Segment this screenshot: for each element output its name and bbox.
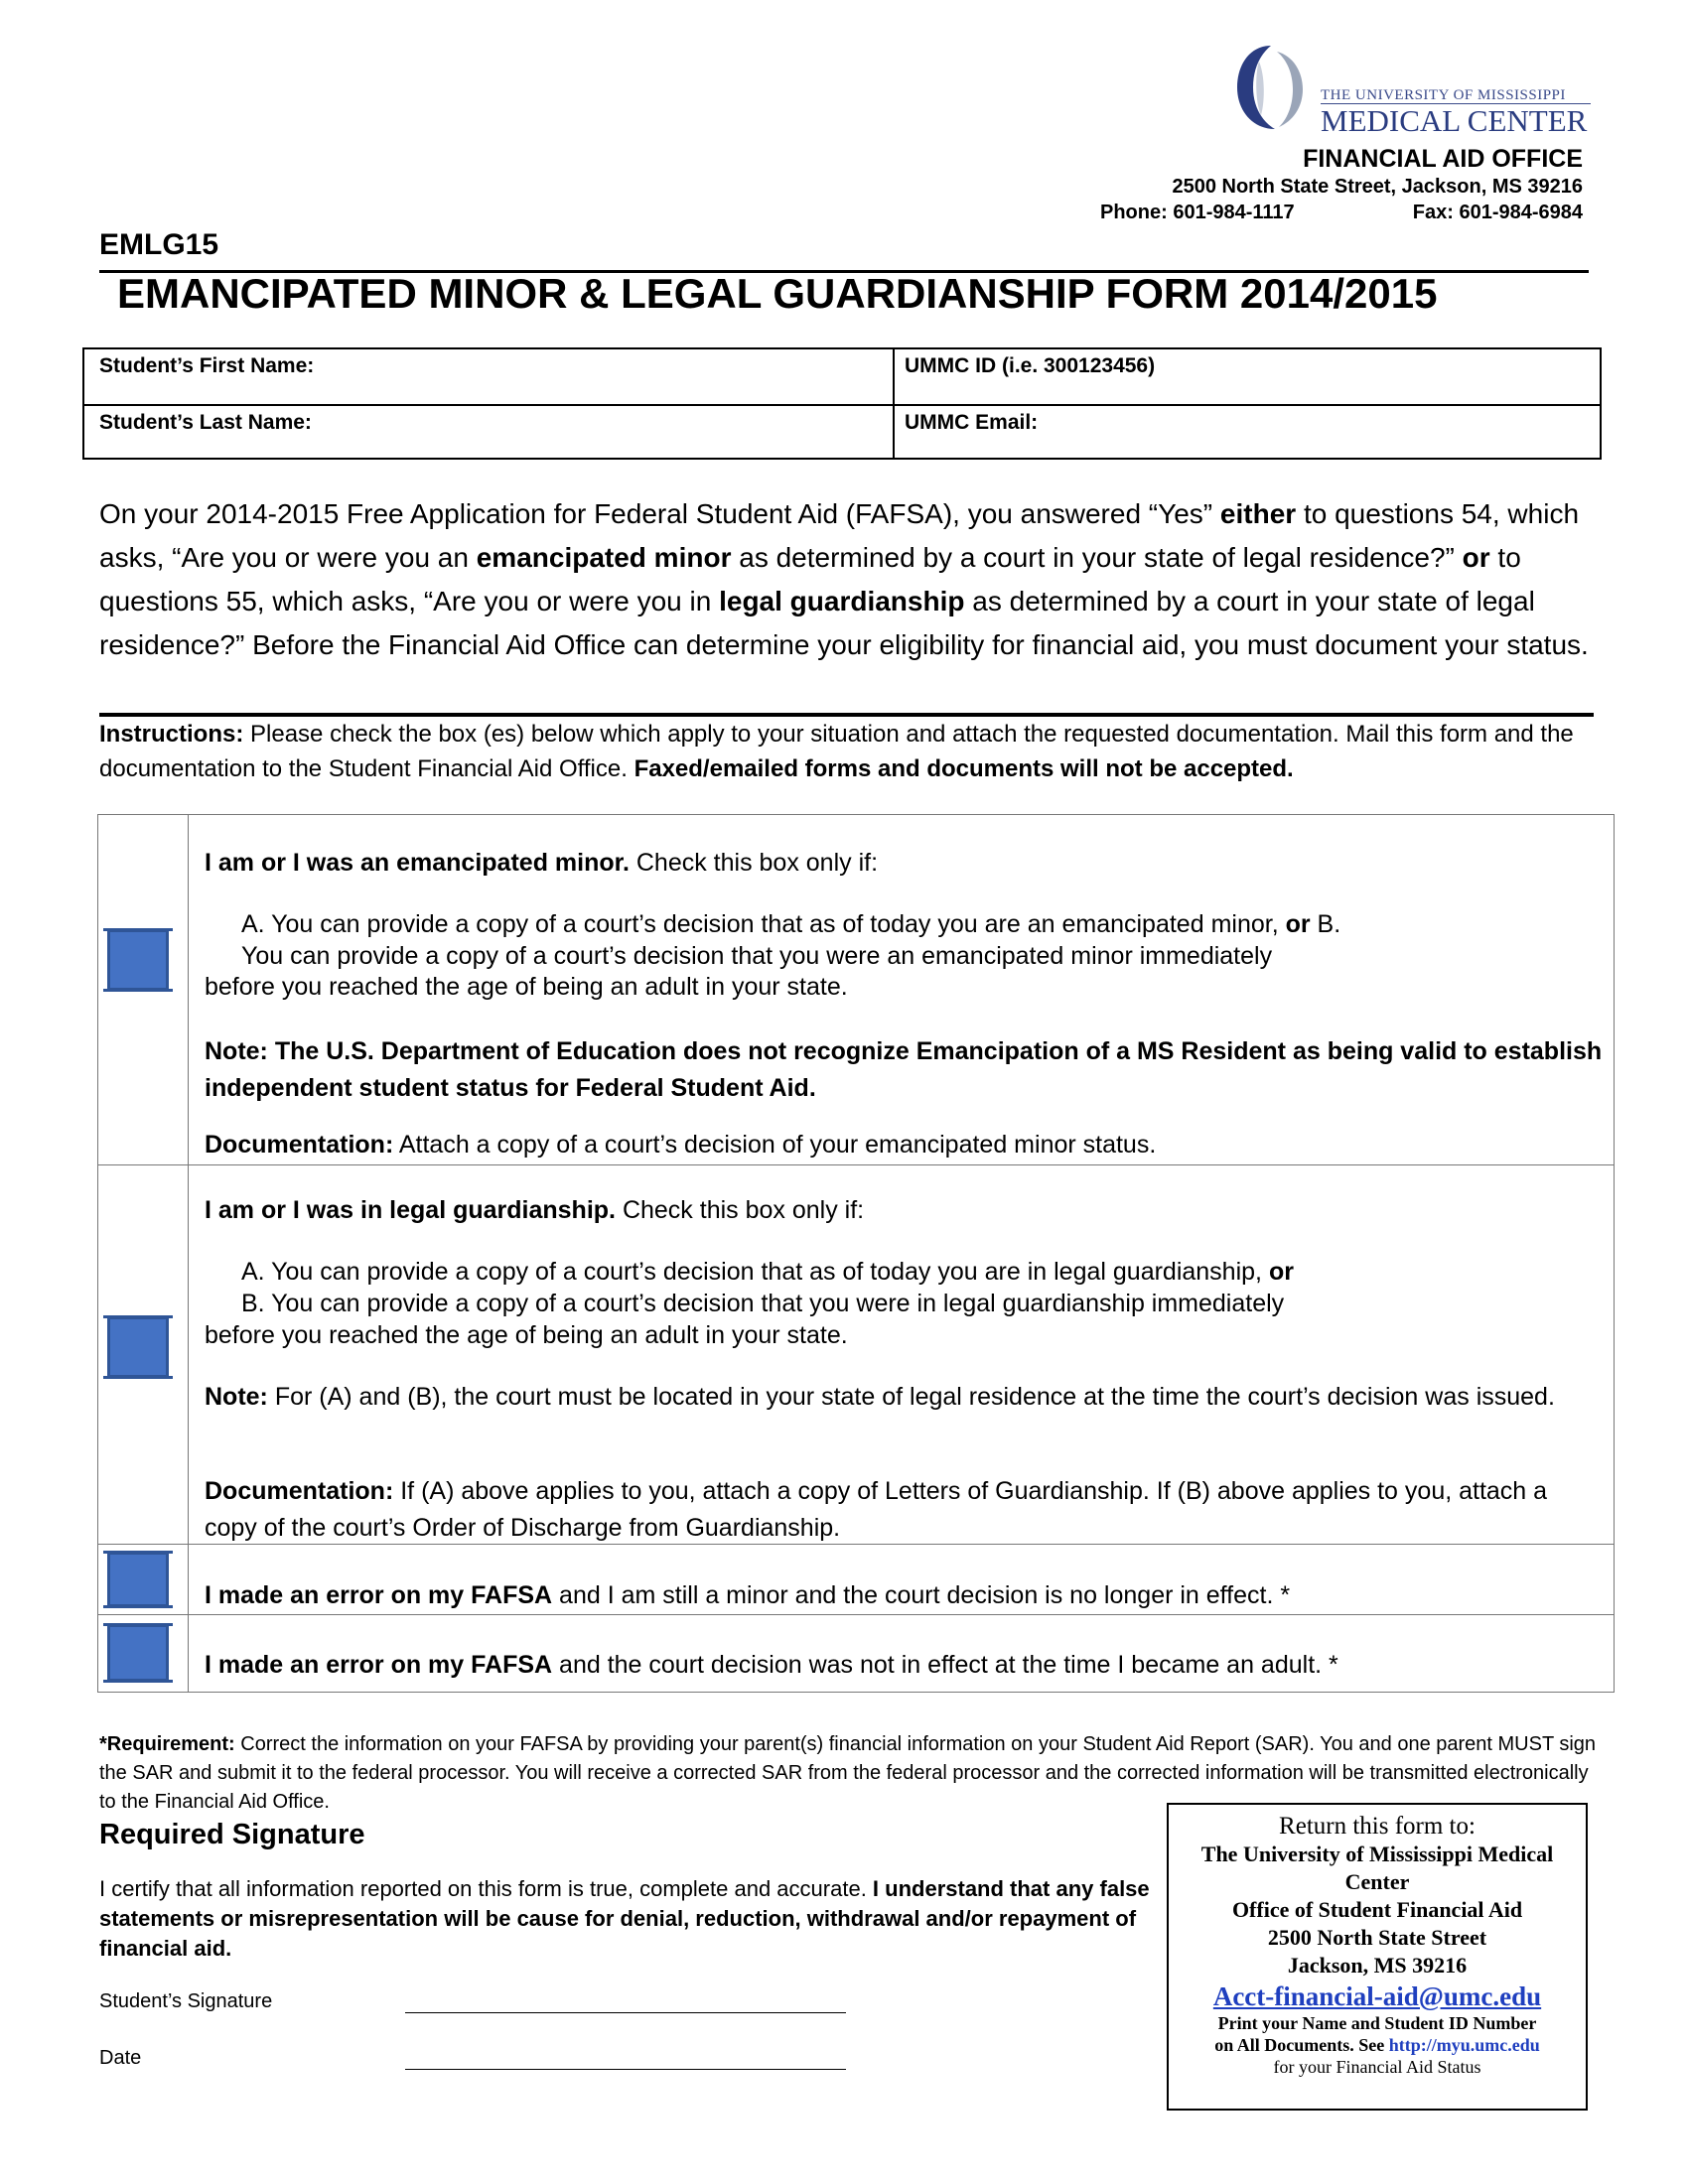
ummc-id-field[interactable]: UMMC ID (i.e. 300123456) bbox=[905, 354, 1156, 377]
fafsa-error-minor-checkbox[interactable] bbox=[107, 1552, 169, 1607]
return-office: Office of Student Financial Aid bbox=[1231, 1897, 1523, 1922]
ummc-email-field[interactable]: UMMC Email: bbox=[905, 411, 1039, 434]
office-name: FINANCIAL AID OFFICE bbox=[1303, 145, 1583, 173]
checkbox-column-divider bbox=[188, 815, 189, 1692]
options-table bbox=[97, 814, 1615, 1693]
guardianship-option-b: B. You can provide a copy of a court’s decision that you were in legal guardianship immediately bbox=[241, 1290, 1285, 1317]
guardianship-note: Note: For (A) and (B), the court must be located in your state of legal residence at the time the court’s decision was issued. bbox=[205, 1383, 1555, 1411]
office-fax: Fax: 601-984-6984 bbox=[1412, 202, 1583, 223]
date-line[interactable] bbox=[405, 2069, 846, 2070]
return-street: 2500 North State Street bbox=[1267, 1925, 1487, 1950]
return-heading: Return this form to: bbox=[1279, 1813, 1476, 1840]
student-info-table bbox=[82, 347, 1602, 460]
ummc-logo bbox=[1231, 42, 1599, 138]
row-divider bbox=[98, 1164, 1614, 1165]
office-address: 2500 North State Street, Jackson, MS 39216 bbox=[1172, 176, 1583, 198]
emancipated-documentation: Documentation: Attach a copy of a court’s decision of your emancipated minor status. bbox=[205, 1131, 1157, 1159]
emancipated-option-b: You can provide a copy of a court’s decision that you were an emancipated minor immediately bbox=[241, 942, 1273, 970]
row-divider bbox=[98, 1614, 1614, 1615]
guardianship-option-b-cont: before you reached the age of being an adult in your state. bbox=[205, 1321, 848, 1349]
guardianship-heading: I am or I was in legal guardianship. Check this box only if: bbox=[205, 1196, 865, 1224]
office-phone: Phone: 601-984-1117 bbox=[1100, 202, 1295, 223]
form-code: EMLG15 bbox=[99, 228, 219, 261]
fafsa-error-adult-checkbox[interactable] bbox=[107, 1624, 169, 1682]
return-print-note: Print your Name and Student ID Number bbox=[1217, 2013, 1537, 2033]
emancipated-option-a: A. You can provide a copy of a court’s decision that as of today you are an emancipated minor, or B. bbox=[241, 910, 1341, 938]
info-col-divider bbox=[893, 349, 895, 458]
guardianship-option-a: A. You can provide a copy of a court’s decision that as of today you are in legal guardianship, or bbox=[241, 1258, 1294, 1286]
ummc-logo-mark-icon bbox=[1231, 42, 1311, 133]
return-address-box bbox=[1167, 1803, 1588, 2111]
info-row-divider bbox=[84, 404, 1600, 406]
form-title: EMANCIPATED MINOR & LEGAL GUARDIANSHIP FORM 2014/2015 bbox=[117, 270, 1438, 317]
required-signature-heading: Required Signature bbox=[99, 1819, 365, 1850]
fafsa-error-adult-text: I made an error on my FAFSA and the court decision was not in effect at the time I became an adult. * bbox=[205, 1651, 1338, 1679]
date-label: Date bbox=[99, 2047, 142, 2069]
emancipated-note: Note: The U.S. Department of Education does not recognize Emancipation of a MS Resident as being valid to establish independent student status for Federal Student Aid. bbox=[205, 1037, 1603, 1102]
fafsa-error-minor-text: I made an error on my FAFSA and I am still a minor and the court decision is no longer in effect. * bbox=[205, 1581, 1291, 1609]
logo-university-text: THE UNIVERSITY OF MISSISSIPPI bbox=[1321, 87, 1566, 103]
emancipated-option-b-cont: before you reached the age of being an adult in your state. bbox=[205, 973, 848, 1001]
requirement-note: *Requirement: Correct the information on your FAFSA by providing your parent(s) financial information on your Student Aid Report (SAR). You and one parent MUST sign the SAR and submit it to the federal processor. You will receive a corrected SAR from the federal processor and the corrected information will be transmitted electronically to the Financial Aid Office. bbox=[99, 1733, 1597, 1813]
emancipated-minor-checkbox[interactable] bbox=[107, 929, 169, 991]
instructions: Instructions: Please check the box (es) below which apply to your situation and attach the requested documentation. Mail this form and the documentation to the Student Financial Aid Office. Faxed/emailed forms and documents will not be accepted. bbox=[99, 721, 1574, 782]
student-signature-label: Student’s Signature bbox=[99, 1990, 273, 2012]
return-org-line2: Center bbox=[1344, 1869, 1410, 1894]
return-org-line1: The University of Mississippi Medical bbox=[1200, 1842, 1554, 1866]
certification-statement: I certify that all information reported on this form is true, complete and accurate. I understand that any false statements or misrepresentation will be cause for denial, reduction, withdrawal and/or repayment of financial aid. bbox=[99, 1876, 1150, 1961]
last-name-field[interactable]: Student’s Last Name: bbox=[99, 411, 312, 434]
return-email-link[interactable]: Acct-financial-aid@umc.edu bbox=[1212, 1981, 1542, 2011]
first-name-field[interactable]: Student’s First Name: bbox=[99, 354, 315, 377]
intro-paragraph: On your 2014-2015 Free Application for Federal Student Aid (FAFSA), you answered “Yes” either to questions 54, which asks, “Are you or were you an emancipated minor as determined by a court in your state of legal residence?” or to questions 55, which asks, “Are you or were you in legal guardianship as determined by a court in your state of legal residence?” Before the Financial Aid Office can determine your eligibility for financial aid, you must document your status. bbox=[99, 498, 1589, 660]
myu-link[interactable]: http://myu.umc.edu bbox=[1388, 2035, 1540, 2055]
legal-guardianship-checkbox[interactable] bbox=[107, 1316, 169, 1378]
return-city: Jackson, MS 39216 bbox=[1287, 1953, 1468, 1978]
logo-medical-center-text: MEDICAL CENTER bbox=[1321, 103, 1588, 138]
return-status-note: for your Financial Aid Status bbox=[1273, 2057, 1481, 2077]
return-see-note: on All Documents. See http://myu.umc.edu bbox=[1214, 2035, 1540, 2055]
student-signature-line[interactable] bbox=[405, 2012, 846, 2013]
guardianship-documentation: Documentation: If (A) above applies to you, attach a copy of Letters of Guardianship. If (B) above applies to you, attach a copy of the court’s Order of Discharge from Guardianship. bbox=[205, 1477, 1548, 1542]
emancipated-heading: I am or I was an emancipated minor. Check this box only if: bbox=[205, 849, 879, 877]
